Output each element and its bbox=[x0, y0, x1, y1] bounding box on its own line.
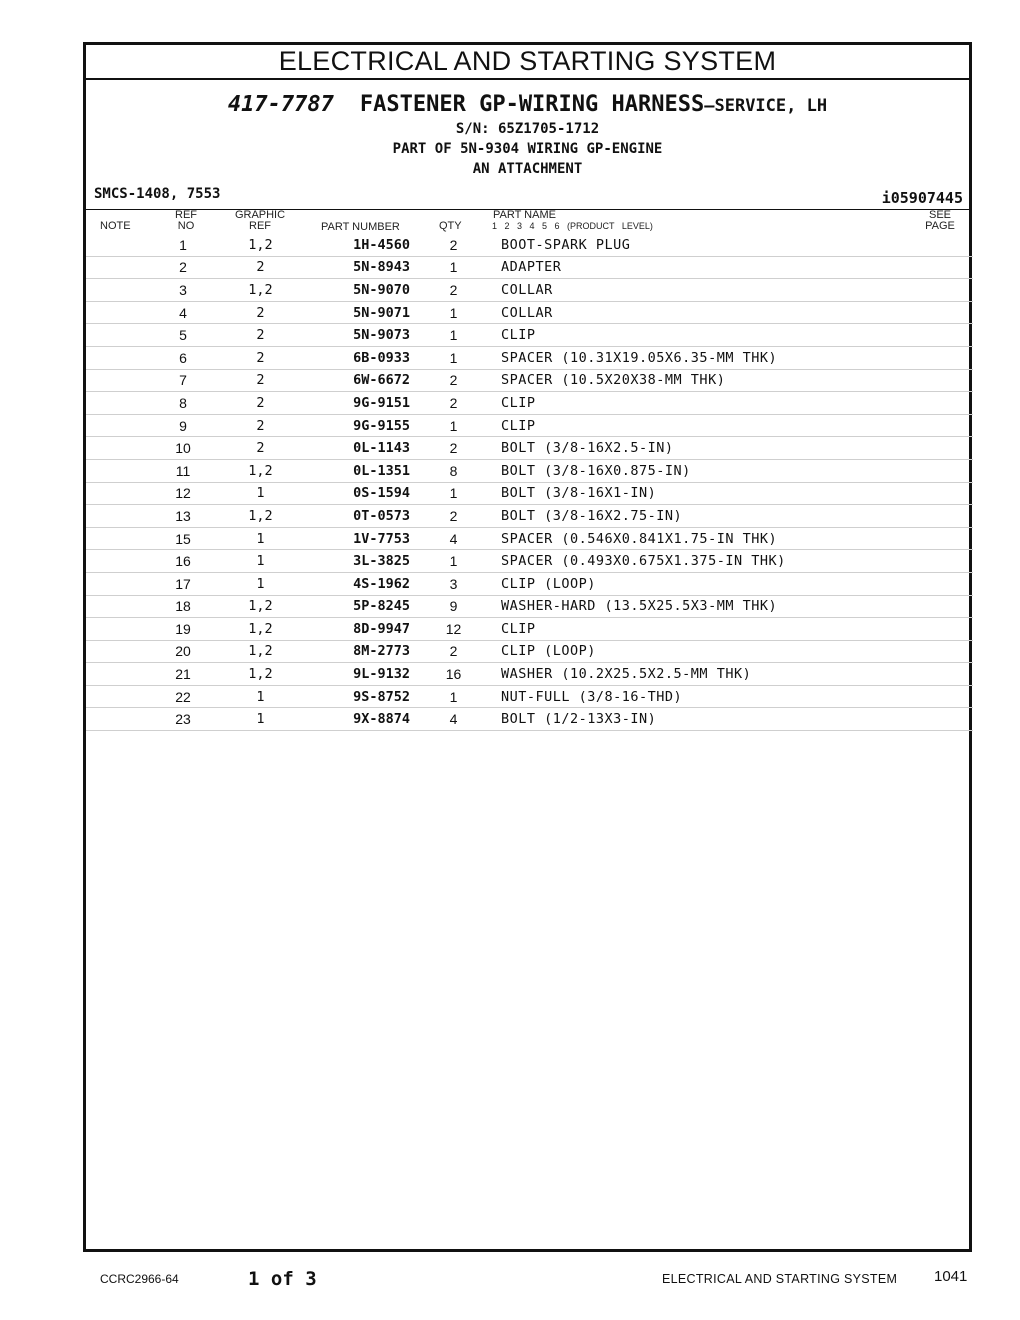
part-number-cell: 8D-9947 bbox=[303, 618, 410, 641]
table-row bbox=[86, 392, 973, 415]
table-row bbox=[86, 708, 973, 731]
note-cell bbox=[86, 618, 148, 641]
graphic-ref-cell: 1,2 bbox=[218, 595, 303, 618]
col-see-top: SEE bbox=[928, 209, 951, 221]
note-cell bbox=[86, 640, 148, 663]
part-name-cell: BOLT (1/2-13X3-IN) bbox=[497, 708, 973, 731]
part-name-cell: SPACER (10.5X20X38-MM THK) bbox=[497, 369, 973, 392]
table-row bbox=[86, 505, 973, 528]
part-number-cell: 0L-1143 bbox=[303, 437, 410, 460]
part-name-cell: COLLAR bbox=[497, 279, 973, 302]
note-cell bbox=[86, 482, 148, 505]
qty-cell: 2 bbox=[410, 279, 497, 302]
ref-no-cell: 7 bbox=[148, 369, 218, 392]
part-name-cell: CLIP bbox=[497, 414, 973, 437]
part-number-cell: 8M-2773 bbox=[303, 640, 410, 663]
part-name-cell: CLIP bbox=[497, 392, 973, 415]
ref-no-cell: 5 bbox=[148, 324, 218, 347]
ref-no-cell: 15 bbox=[148, 527, 218, 550]
ref-no-cell: 22 bbox=[148, 685, 218, 708]
col-part-number: PART NUMBER bbox=[321, 221, 400, 233]
note-cell bbox=[86, 505, 148, 528]
note-cell bbox=[86, 572, 148, 595]
qty-cell: 2 bbox=[410, 640, 497, 663]
note-cell bbox=[86, 301, 148, 324]
ref-no-cell: 3 bbox=[148, 279, 218, 302]
meta-row bbox=[86, 185, 969, 210]
col-ref bbox=[172, 210, 200, 232]
table-row bbox=[86, 459, 973, 482]
ref-no-cell: 13 bbox=[148, 505, 218, 528]
col-ref-top: REF bbox=[175, 209, 197, 221]
col-qty: QTY bbox=[439, 220, 462, 232]
note-cell bbox=[86, 708, 148, 731]
qty-cell: 1 bbox=[410, 550, 497, 573]
col-see-bottom: PAGE bbox=[925, 220, 955, 232]
graphic-ref-cell: 2 bbox=[218, 414, 303, 437]
ref-no-cell: 8 bbox=[148, 392, 218, 415]
qty-cell: 4 bbox=[410, 527, 497, 550]
section-title: ELECTRICAL AND STARTING SYSTEM bbox=[86, 45, 969, 80]
part-of-line: PART OF 5N-9304 WIRING GP-ENGINE bbox=[392, 141, 663, 157]
table-row bbox=[86, 640, 973, 663]
table-row bbox=[86, 437, 973, 460]
note-cell bbox=[86, 279, 148, 302]
qty-cell: 1 bbox=[410, 301, 497, 324]
ref-no-cell: 2 bbox=[148, 256, 218, 279]
table-row bbox=[86, 685, 973, 708]
part-number-cell: 5N-9071 bbox=[303, 301, 410, 324]
note-cell bbox=[86, 595, 148, 618]
ref-no-cell: 12 bbox=[148, 482, 218, 505]
note-cell bbox=[86, 324, 148, 347]
ref-no-cell: 16 bbox=[148, 550, 218, 573]
col-graphic-bottom: REF bbox=[249, 220, 271, 232]
col-product-level: 1 2 3 4 5 6 (PRODUCT LEVEL) bbox=[492, 221, 653, 231]
smcs-codes: SMCS-1408, 7553 bbox=[94, 186, 221, 202]
table-row bbox=[86, 572, 973, 595]
part-name-cell: CLIP bbox=[497, 324, 973, 347]
part-number-cell: 9X-8874 bbox=[303, 708, 410, 731]
part-number-cell: 0L-1351 bbox=[303, 459, 410, 482]
table-row bbox=[86, 234, 973, 256]
note-cell bbox=[86, 234, 148, 256]
note-cell bbox=[86, 459, 148, 482]
group-suffix: —SERVICE, LH bbox=[704, 96, 828, 116]
part-number-cell: 5N-9073 bbox=[303, 324, 410, 347]
part-number-cell: 0S-1594 bbox=[303, 482, 410, 505]
part-name-cell: CLIP (LOOP) bbox=[497, 572, 973, 595]
qty-cell: 3 bbox=[410, 572, 497, 595]
table-row bbox=[86, 550, 973, 573]
part-number-cell: 5N-9070 bbox=[303, 279, 410, 302]
page-footer bbox=[0, 1266, 1020, 1290]
part-name-cell: SPACER (0.493X0.675X1.375-IN THK) bbox=[497, 550, 973, 573]
note-cell bbox=[86, 685, 148, 708]
ref-no-cell: 9 bbox=[148, 414, 218, 437]
qty-cell: 1 bbox=[410, 482, 497, 505]
note-cell bbox=[86, 346, 148, 369]
doc-code: CCRC2966-64 bbox=[100, 1272, 179, 1286]
parts-table-body bbox=[86, 234, 973, 731]
graphic-ref-cell: 1,2 bbox=[218, 505, 303, 528]
ref-no-cell: 10 bbox=[148, 437, 218, 460]
part-number-cell: 5N-8943 bbox=[303, 256, 410, 279]
table-row bbox=[86, 482, 973, 505]
part-name-cell: SPACER (0.546X0.841X1.75-IN THK) bbox=[497, 527, 973, 550]
part-number-cell: 4S-1962 bbox=[303, 572, 410, 595]
part-number-cell: 6B-0933 bbox=[303, 346, 410, 369]
note-cell bbox=[86, 392, 148, 415]
footer-system-name: ELECTRICAL AND STARTING SYSTEM bbox=[662, 1272, 898, 1286]
part-number-cell: 9G-9155 bbox=[303, 414, 410, 437]
part-name-cell: BOLT (3/8-16X2.75-IN) bbox=[497, 505, 973, 528]
part-number-cell: 9G-9151 bbox=[303, 392, 410, 415]
part-number-cell: 3L-3825 bbox=[303, 550, 410, 573]
part-number-cell: 5P-8245 bbox=[303, 595, 410, 618]
table-row bbox=[86, 618, 973, 641]
column-headers bbox=[86, 210, 969, 234]
table-row bbox=[86, 346, 973, 369]
serial-range: S/N: 65Z1705-1712 bbox=[455, 121, 600, 137]
ref-no-cell: 23 bbox=[148, 708, 218, 731]
ref-no-cell: 6 bbox=[148, 346, 218, 369]
qty-cell: 2 bbox=[410, 392, 497, 415]
part-name-cell: BOOT-SPARK PLUG bbox=[497, 234, 973, 256]
qty-cell: 1 bbox=[410, 256, 497, 279]
qty-cell: 9 bbox=[410, 595, 497, 618]
col-see-page bbox=[924, 210, 956, 232]
part-name-cell: BOLT (3/8-16X2.5-IN) bbox=[497, 437, 973, 460]
part-name-cell: CLIP (LOOP) bbox=[497, 640, 973, 663]
graphic-ref-cell: 2 bbox=[218, 324, 303, 347]
illustration-id: i05907445 bbox=[881, 189, 963, 207]
col-graphic-top: GRAPHIC bbox=[234, 209, 286, 221]
ref-no-cell: 21 bbox=[148, 663, 218, 686]
page-count: 1 of 3 bbox=[248, 1268, 317, 1290]
part-number-cell: 1V-7753 bbox=[303, 527, 410, 550]
graphic-ref-cell: 1 bbox=[218, 527, 303, 550]
qty-cell: 8 bbox=[410, 459, 497, 482]
col-part-name: PART NAME bbox=[493, 209, 556, 221]
part-name-cell: ADAPTER bbox=[497, 256, 973, 279]
table-row bbox=[86, 301, 973, 324]
ref-no-cell: 1 bbox=[148, 234, 218, 256]
col-note: NOTE bbox=[100, 220, 131, 232]
qty-cell: 2 bbox=[410, 437, 497, 460]
qty-cell: 1 bbox=[410, 685, 497, 708]
graphic-ref-cell: 1 bbox=[218, 550, 303, 573]
table-row bbox=[86, 279, 973, 302]
note-cell bbox=[86, 437, 148, 460]
qty-cell: 2 bbox=[410, 505, 497, 528]
note-cell bbox=[86, 369, 148, 392]
note-cell bbox=[86, 527, 148, 550]
graphic-ref-cell: 1 bbox=[218, 708, 303, 731]
col-ref-bottom: NO bbox=[177, 220, 195, 232]
graphic-ref-cell: 2 bbox=[218, 256, 303, 279]
qty-cell: 16 bbox=[410, 663, 497, 686]
table-row bbox=[86, 414, 973, 437]
graphic-ref-cell: 2 bbox=[218, 369, 303, 392]
part-number-cell: 6W-6672 bbox=[303, 369, 410, 392]
table-row bbox=[86, 256, 973, 279]
part-name-cell: CLIP bbox=[497, 618, 973, 641]
page-number: 1041 bbox=[934, 1268, 968, 1285]
qty-cell: 1 bbox=[410, 324, 497, 347]
table-row bbox=[86, 324, 973, 347]
graphic-ref-cell: 1 bbox=[218, 685, 303, 708]
table-row bbox=[86, 595, 973, 618]
part-name-cell: WASHER-HARD (13.5X25.5X3-MM THK) bbox=[497, 595, 973, 618]
graphic-ref-cell: 1,2 bbox=[218, 663, 303, 686]
part-name-cell: NUT-FULL (3/8-16-THD) bbox=[497, 685, 973, 708]
qty-cell: 1 bbox=[410, 414, 497, 437]
qty-cell: 4 bbox=[410, 708, 497, 731]
ref-no-cell: 4 bbox=[148, 301, 218, 324]
parts-page-frame bbox=[83, 42, 972, 1252]
part-number-cell: 9L-9132 bbox=[303, 663, 410, 686]
graphic-ref-cell: 1,2 bbox=[218, 640, 303, 663]
qty-cell: 12 bbox=[410, 618, 497, 641]
qty-cell: 2 bbox=[410, 369, 497, 392]
graphic-ref-cell: 2 bbox=[218, 346, 303, 369]
graphic-ref-cell: 1 bbox=[218, 572, 303, 595]
graphic-ref-cell: 1,2 bbox=[218, 234, 303, 256]
table-row bbox=[86, 369, 973, 392]
part-name-cell: WASHER (10.2X25.5X2.5-MM THK) bbox=[497, 663, 973, 686]
qty-cell: 2 bbox=[410, 234, 497, 256]
note-cell bbox=[86, 256, 148, 279]
part-number-cell: 1H-4560 bbox=[303, 234, 410, 256]
group-part-number: 417-7787 bbox=[227, 92, 334, 117]
part-number-cell: 9S-8752 bbox=[303, 685, 410, 708]
graphic-ref-cell: 1,2 bbox=[218, 279, 303, 302]
note-cell bbox=[86, 414, 148, 437]
graphic-ref-cell: 1,2 bbox=[218, 618, 303, 641]
part-name-cell: COLLAR bbox=[497, 301, 973, 324]
qty-cell: 1 bbox=[410, 346, 497, 369]
col-graphic-ref bbox=[230, 210, 290, 232]
ref-no-cell: 20 bbox=[148, 640, 218, 663]
parts-table bbox=[86, 234, 973, 731]
part-name-cell: BOLT (3/8-16X0.875-IN) bbox=[497, 459, 973, 482]
ref-no-cell: 19 bbox=[148, 618, 218, 641]
ref-no-cell: 17 bbox=[148, 572, 218, 595]
graphic-ref-cell: 2 bbox=[218, 301, 303, 324]
part-number-cell: 0T-0573 bbox=[303, 505, 410, 528]
part-name-cell: SPACER (10.31X19.05X6.35-MM THK) bbox=[497, 346, 973, 369]
graphic-ref-cell: 2 bbox=[218, 437, 303, 460]
graphic-ref-cell: 1,2 bbox=[218, 459, 303, 482]
graphic-ref-cell: 1 bbox=[218, 482, 303, 505]
table-row bbox=[86, 527, 973, 550]
table-row bbox=[86, 663, 973, 686]
graphic-ref-cell: 2 bbox=[218, 392, 303, 415]
part-name-cell: BOLT (3/8-16X1-IN) bbox=[497, 482, 973, 505]
group-title bbox=[86, 92, 969, 119]
group-name: FASTENER GP-WIRING HARNESS bbox=[359, 92, 705, 117]
ref-no-cell: 18 bbox=[148, 595, 218, 618]
attachment-line: AN ATTACHMENT bbox=[472, 161, 583, 177]
note-cell bbox=[86, 550, 148, 573]
note-cell bbox=[86, 663, 148, 686]
ref-no-cell: 11 bbox=[148, 459, 218, 482]
